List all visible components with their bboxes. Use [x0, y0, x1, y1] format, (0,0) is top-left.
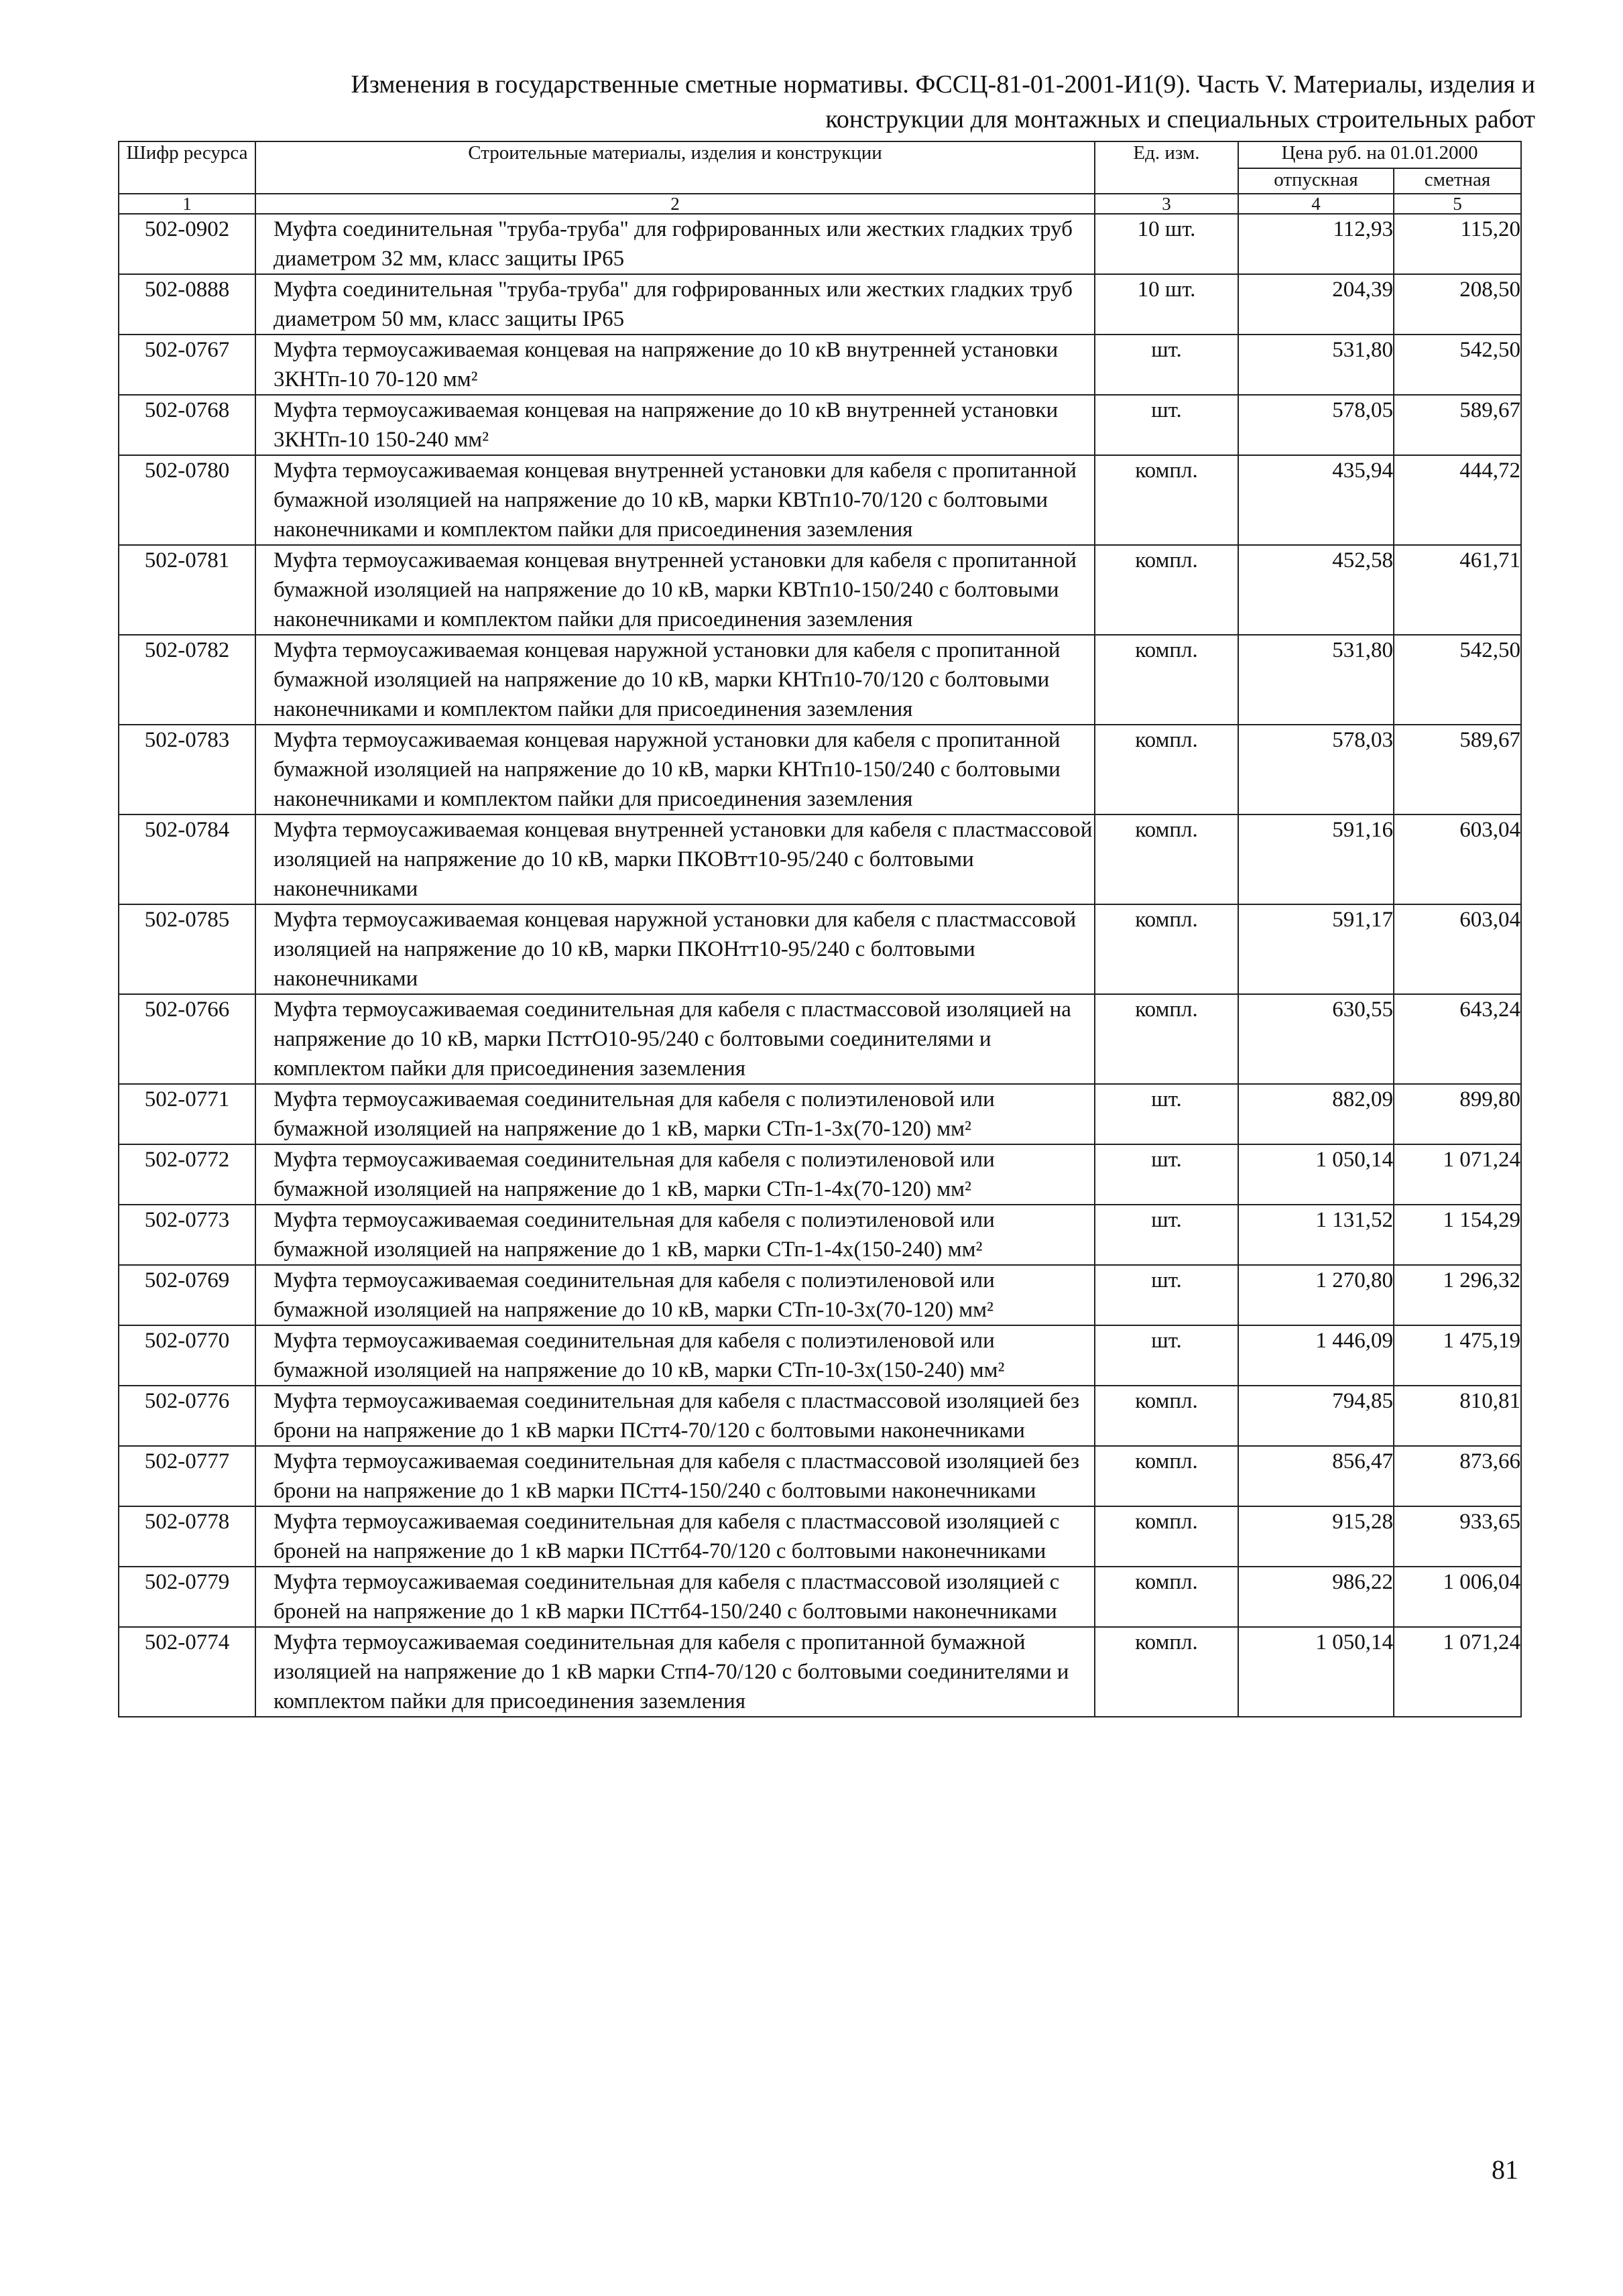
table-row — [119, 1265, 1521, 1325]
release-price-cell: 435,94 — [1238, 455, 1394, 545]
header-line-1: Изменения в государственные сметные нормативы. ФССЦ-81-01-2001-И1(9). Часть V. Материалы, изделия и — [351, 70, 1535, 99]
estimate-price-cell: 589,67 — [1394, 395, 1521, 455]
material-name-cell — [255, 1506, 1095, 1567]
material-name-cell — [255, 274, 1095, 335]
table-row — [119, 994, 1521, 1084]
material-name-cell — [255, 214, 1095, 274]
unit-cell: шт. — [1095, 1205, 1238, 1265]
release-price-cell: 794,85 — [1238, 1386, 1394, 1446]
release-price-cell: 204,39 — [1238, 274, 1394, 335]
table-row — [119, 274, 1521, 335]
table-row — [119, 1567, 1521, 1627]
material-name-cell — [255, 1627, 1095, 1717]
table-row — [119, 1386, 1521, 1446]
material-name-text: Муфта термоусаживаемая соединительная для кабеля с пластмассовой изоляцией без брони на напряжение до 1 кВ марки ПСтт4-70/120 с болтовыми наконечниками — [274, 1389, 1080, 1443]
unit-cell: компл. — [1095, 635, 1238, 725]
material-name-text: Муфта термоусаживаемая соединительная для кабеля с полиэтиленовой или бумажной изоляцией на напряжение до 1 кВ, марки СТп-1-3х(70-120) мм² — [274, 1087, 995, 1141]
table-row — [119, 1084, 1521, 1144]
column-number: 3 — [1095, 194, 1238, 214]
estimate-price-cell: 603,04 — [1394, 904, 1521, 994]
resource-code-cell: 502-0783 — [119, 725, 255, 814]
material-name-text: Муфта термоусаживаемая концевая на напряжение до 10 кВ внутренней установки 3КНТп-10 150-240 мм² — [274, 398, 1059, 452]
table-row — [119, 814, 1521, 904]
estimate-price-cell: 603,04 — [1394, 814, 1521, 904]
estimate-price-cell: 1 071,24 — [1394, 1627, 1521, 1717]
unit-cell: шт. — [1095, 335, 1238, 395]
material-name-text: Муфта соединительная "труба-труба" для гофрированных или жестких гладких труб диаметром 50 мм, класс защиты IP65 — [274, 278, 1073, 331]
resource-code-cell: 502-0767 — [119, 335, 255, 395]
release-price-cell: 591,17 — [1238, 904, 1394, 994]
header-release-price: отпускная — [1238, 168, 1394, 194]
estimate-price-cell: 542,50 — [1394, 335, 1521, 395]
estimate-price-cell: 899,80 — [1394, 1084, 1521, 1144]
estimate-price-cell: 1 006,04 — [1394, 1567, 1521, 1627]
material-name-text: Муфта термоусаживаемая соединительная для кабеля с пластмассовой изоляцией без брони на напряжение до 1 кВ марки ПСтт4-150/240 с болтовыми наконечниками — [274, 1449, 1080, 1503]
estimate-price-cell: 444,72 — [1394, 455, 1521, 545]
release-price-cell: 1 050,14 — [1238, 1627, 1394, 1717]
column-number: 5 — [1394, 194, 1521, 214]
page-number: 81 — [1492, 2155, 1518, 2185]
table-row — [119, 545, 1521, 635]
unit-cell: шт. — [1095, 1144, 1238, 1205]
estimate-price-cell: 643,24 — [1394, 994, 1521, 1084]
unit-cell: 10 шт. — [1095, 274, 1238, 335]
table-row — [119, 1446, 1521, 1506]
column-number-row — [119, 194, 1521, 214]
estimate-price-cell: 1 475,19 — [1394, 1325, 1521, 1386]
estimate-price-cell: 208,50 — [1394, 274, 1521, 335]
resource-code-cell: 502-0780 — [119, 455, 255, 545]
material-name-text: Муфта термоусаживаемая соединительная для кабеля с полиэтиленовой или бумажной изоляцией на напряжение до 1 кВ, марки СТп-1-4х(150-240) мм² — [274, 1208, 995, 1262]
table-row — [119, 1325, 1521, 1386]
resource-code-cell: 502-0778 — [119, 1506, 255, 1567]
material-name-cell — [255, 1205, 1095, 1265]
resource-code-cell: 502-0771 — [119, 1084, 255, 1144]
unit-cell: шт. — [1095, 395, 1238, 455]
release-price-cell: 452,58 — [1238, 545, 1394, 635]
estimate-price-cell: 542,50 — [1394, 635, 1521, 725]
estimate-price-cell: 933,65 — [1394, 1506, 1521, 1567]
material-name-text: Муфта термоусаживаемая концевая наружной установки для кабеля с пропитанной бумажной изоляцией на напряжение до 10 кВ, марки КНТп10-70/120 с болтовыми наконечниками и комплектом пайки для присоединения заземления — [274, 638, 1061, 721]
unit-cell: компл. — [1095, 1446, 1238, 1506]
table-row — [119, 455, 1521, 545]
table-row — [119, 214, 1521, 274]
column-number: 4 — [1238, 194, 1394, 214]
table-row — [119, 1506, 1521, 1567]
material-name-text: Муфта термоусаживаемая соединительная для кабеля с пропитанной бумажной изоляцией на напряжение до 1 кВ марки Стп4-70/120 с болтовыми соединителями и комплектом пайки для присоединения заземления — [274, 1630, 1069, 1713]
resource-code-cell: 502-0769 — [119, 1265, 255, 1325]
unit-cell: компл. — [1095, 1567, 1238, 1627]
unit-cell: шт. — [1095, 1084, 1238, 1144]
release-price-cell: 630,55 — [1238, 994, 1394, 1084]
resource-code-cell: 502-0782 — [119, 635, 255, 725]
header-code: Шифр ресурса — [119, 141, 255, 194]
table-row — [119, 725, 1521, 814]
material-name-text: Муфта термоусаживаемая концевая наружной установки для кабеля с пластмассовой изоляцией на напряжение до 10 кВ, марки ПКОНтт10-95/240 с болтовыми наконечниками — [274, 908, 1077, 991]
material-name-cell — [255, 1567, 1095, 1627]
release-price-cell: 986,22 — [1238, 1567, 1394, 1627]
header-price-group: Цена руб. на 01.01.2000 — [1238, 141, 1521, 168]
resource-code-cell: 502-0785 — [119, 904, 255, 994]
material-name-cell — [255, 994, 1095, 1084]
material-name-text: Муфта термоусаживаемая концевая внутренней установки для кабеля с пластмассовой изоляцией на напряжение до 10 кВ, марки ПКОВтт10-95/240 с болтовыми наконечниками — [274, 818, 1093, 901]
material-name-cell — [255, 814, 1095, 904]
table-row — [119, 1205, 1521, 1265]
resource-code-cell: 502-0777 — [119, 1446, 255, 1506]
release-price-cell: 1 446,09 — [1238, 1325, 1394, 1386]
material-name-cell — [255, 1084, 1095, 1144]
material-name-cell — [255, 1265, 1095, 1325]
unit-cell: компл. — [1095, 725, 1238, 814]
unit-cell: компл. — [1095, 814, 1238, 904]
estimate-price-cell: 1 071,24 — [1394, 1144, 1521, 1205]
release-price-cell: 1 270,80 — [1238, 1265, 1394, 1325]
resource-code-cell: 502-0766 — [119, 994, 255, 1084]
material-name-cell — [255, 545, 1095, 635]
release-price-cell: 112,93 — [1238, 214, 1394, 274]
unit-cell: шт. — [1095, 1325, 1238, 1386]
header-name: Строительные материалы, изделия и конструкции — [255, 141, 1095, 194]
unit-cell: 10 шт. — [1095, 214, 1238, 274]
material-name-cell — [255, 635, 1095, 725]
release-price-cell: 1 050,14 — [1238, 1144, 1394, 1205]
material-name-cell — [255, 455, 1095, 545]
header-estimate-price: сметная — [1394, 168, 1521, 194]
price-table — [118, 141, 1522, 1717]
material-name-text: Муфта термоусаживаемая концевая внутренней установки для кабеля с пропитанной бумажной изоляцией на напряжение до 10 кВ, марки КВТп10-70/120 с болтовыми наконечниками и комплектом пайки для присоединения заземления — [274, 459, 1077, 542]
resource-code-cell: 502-0784 — [119, 814, 255, 904]
table-row — [119, 635, 1521, 725]
unit-cell: компл. — [1095, 1627, 1238, 1717]
table-row — [119, 395, 1521, 455]
release-price-cell: 578,03 — [1238, 725, 1394, 814]
estimate-price-cell: 873,66 — [1394, 1446, 1521, 1506]
material-name-text: Муфта термоусаживаемая соединительная для кабеля с пластмассовой изоляцией на напряжение до 10 кВ, марки ПсттО10-95/240 с болтовыми соединителями и комплектом пайки для присоединения заземления — [274, 998, 1071, 1081]
material-name-text: Муфта термоусаживаемая концевая на напряжение до 10 кВ внутренней установки 3КНТп-10 70-120 мм² — [274, 338, 1059, 391]
table-row — [119, 335, 1521, 395]
release-price-cell: 531,80 — [1238, 635, 1394, 725]
resource-code-cell: 502-0902 — [119, 214, 255, 274]
material-name-cell — [255, 1144, 1095, 1205]
resource-code-cell: 502-0770 — [119, 1325, 255, 1386]
material-name-text: Муфта термоусаживаемая соединительная для кабеля с полиэтиленовой или бумажной изоляцией на напряжение до 10 кВ, марки СТп-10-3х(150-240) мм² — [274, 1329, 1005, 1382]
resource-code-cell: 502-0779 — [119, 1567, 255, 1627]
resource-code-cell: 502-0773 — [119, 1205, 255, 1265]
material-name-text: Муфта термоусаживаемая соединительная для кабеля с пластмассовой изоляцией с броней на напряжение до 1 кВ марки ПСттб4-70/120 с болтовыми наконечниками — [274, 1510, 1060, 1563]
resource-code-cell: 502-0781 — [119, 545, 255, 635]
resource-code-cell: 502-0776 — [119, 1386, 255, 1446]
release-price-cell: 915,28 — [1238, 1506, 1394, 1567]
estimate-price-cell: 1 296,32 — [1394, 1265, 1521, 1325]
column-number: 2 — [255, 194, 1095, 214]
material-name-text: Муфта соединительная "труба-труба" для гофрированных или жестких гладких труб диаметром 32 мм, класс защиты IP65 — [274, 217, 1073, 271]
material-name-cell — [255, 725, 1095, 814]
material-name-cell — [255, 1446, 1095, 1506]
table-body — [119, 194, 1521, 1717]
unit-cell: компл. — [1095, 994, 1238, 1084]
release-price-cell: 531,80 — [1238, 335, 1394, 395]
material-name-text: Муфта термоусаживаемая соединительная для кабеля с пластмассовой изоляцией с броней на напряжение до 1 кВ марки ПСттб4-150/240 с болтовыми наконечниками — [274, 1570, 1060, 1624]
material-name-cell — [255, 1386, 1095, 1446]
estimate-price-cell: 589,67 — [1394, 725, 1521, 814]
material-name-text: Муфта термоусаживаемая концевая внутренней установки для кабеля с пропитанной бумажной изоляцией на напряжение до 10 кВ, марки КВТп10-150/240 с болтовыми наконечниками и комплектом пайки для присоединения заземления — [274, 548, 1077, 631]
release-price-cell: 591,16 — [1238, 814, 1394, 904]
material-name-cell — [255, 904, 1095, 994]
resource-code-cell: 502-0768 — [119, 395, 255, 455]
resource-code-cell: 502-0772 — [119, 1144, 255, 1205]
estimate-price-cell: 461,71 — [1394, 545, 1521, 635]
header-unit: Ед. изм. — [1095, 141, 1238, 194]
unit-cell: компл. — [1095, 545, 1238, 635]
resource-code-cell: 502-0774 — [119, 1627, 255, 1717]
resource-code-cell: 502-0888 — [119, 274, 255, 335]
release-price-cell: 882,09 — [1238, 1084, 1394, 1144]
table-row — [119, 1144, 1521, 1205]
material-name-text: Муфта термоусаживаемая соединительная для кабеля с полиэтиленовой или бумажной изоляцией на напряжение до 1 кВ, марки СТп-1-4х(70-120) мм² — [274, 1148, 995, 1201]
material-name-text: Муфта термоусаживаемая концевая наружной установки для кабеля с пропитанной бумажной изоляцией на напряжение до 10 кВ, марки КНТп10-150/240 с болтовыми наконечниками и комплектом пайки для присоединения заземления — [274, 728, 1061, 811]
unit-cell: шт. — [1095, 1265, 1238, 1325]
estimate-price-cell: 810,81 — [1394, 1386, 1521, 1446]
material-name-cell — [255, 335, 1095, 395]
release-price-cell: 1 131,52 — [1238, 1205, 1394, 1265]
header-line-2: конструкции для монтажных и специальных строительных работ — [825, 105, 1535, 133]
unit-cell: компл. — [1095, 455, 1238, 545]
unit-cell: компл. — [1095, 1386, 1238, 1446]
release-price-cell: 856,47 — [1238, 1446, 1394, 1506]
table-row — [119, 904, 1521, 994]
page-header — [235, 67, 1535, 137]
unit-cell: компл. — [1095, 904, 1238, 994]
unit-cell: компл. — [1095, 1506, 1238, 1567]
material-name-text: Муфта термоусаживаемая соединительная для кабеля с полиэтиленовой или бумажной изоляцией на напряжение до 10 кВ, марки СТп-10-3х(70-120) мм² — [274, 1268, 995, 1322]
estimate-price-cell: 115,20 — [1394, 214, 1521, 274]
column-number: 1 — [119, 194, 255, 214]
estimate-price-cell: 1 154,29 — [1394, 1205, 1521, 1265]
material-name-cell — [255, 395, 1095, 455]
material-name-cell — [255, 1325, 1095, 1386]
release-price-cell: 578,05 — [1238, 395, 1394, 455]
table-row — [119, 1627, 1521, 1717]
